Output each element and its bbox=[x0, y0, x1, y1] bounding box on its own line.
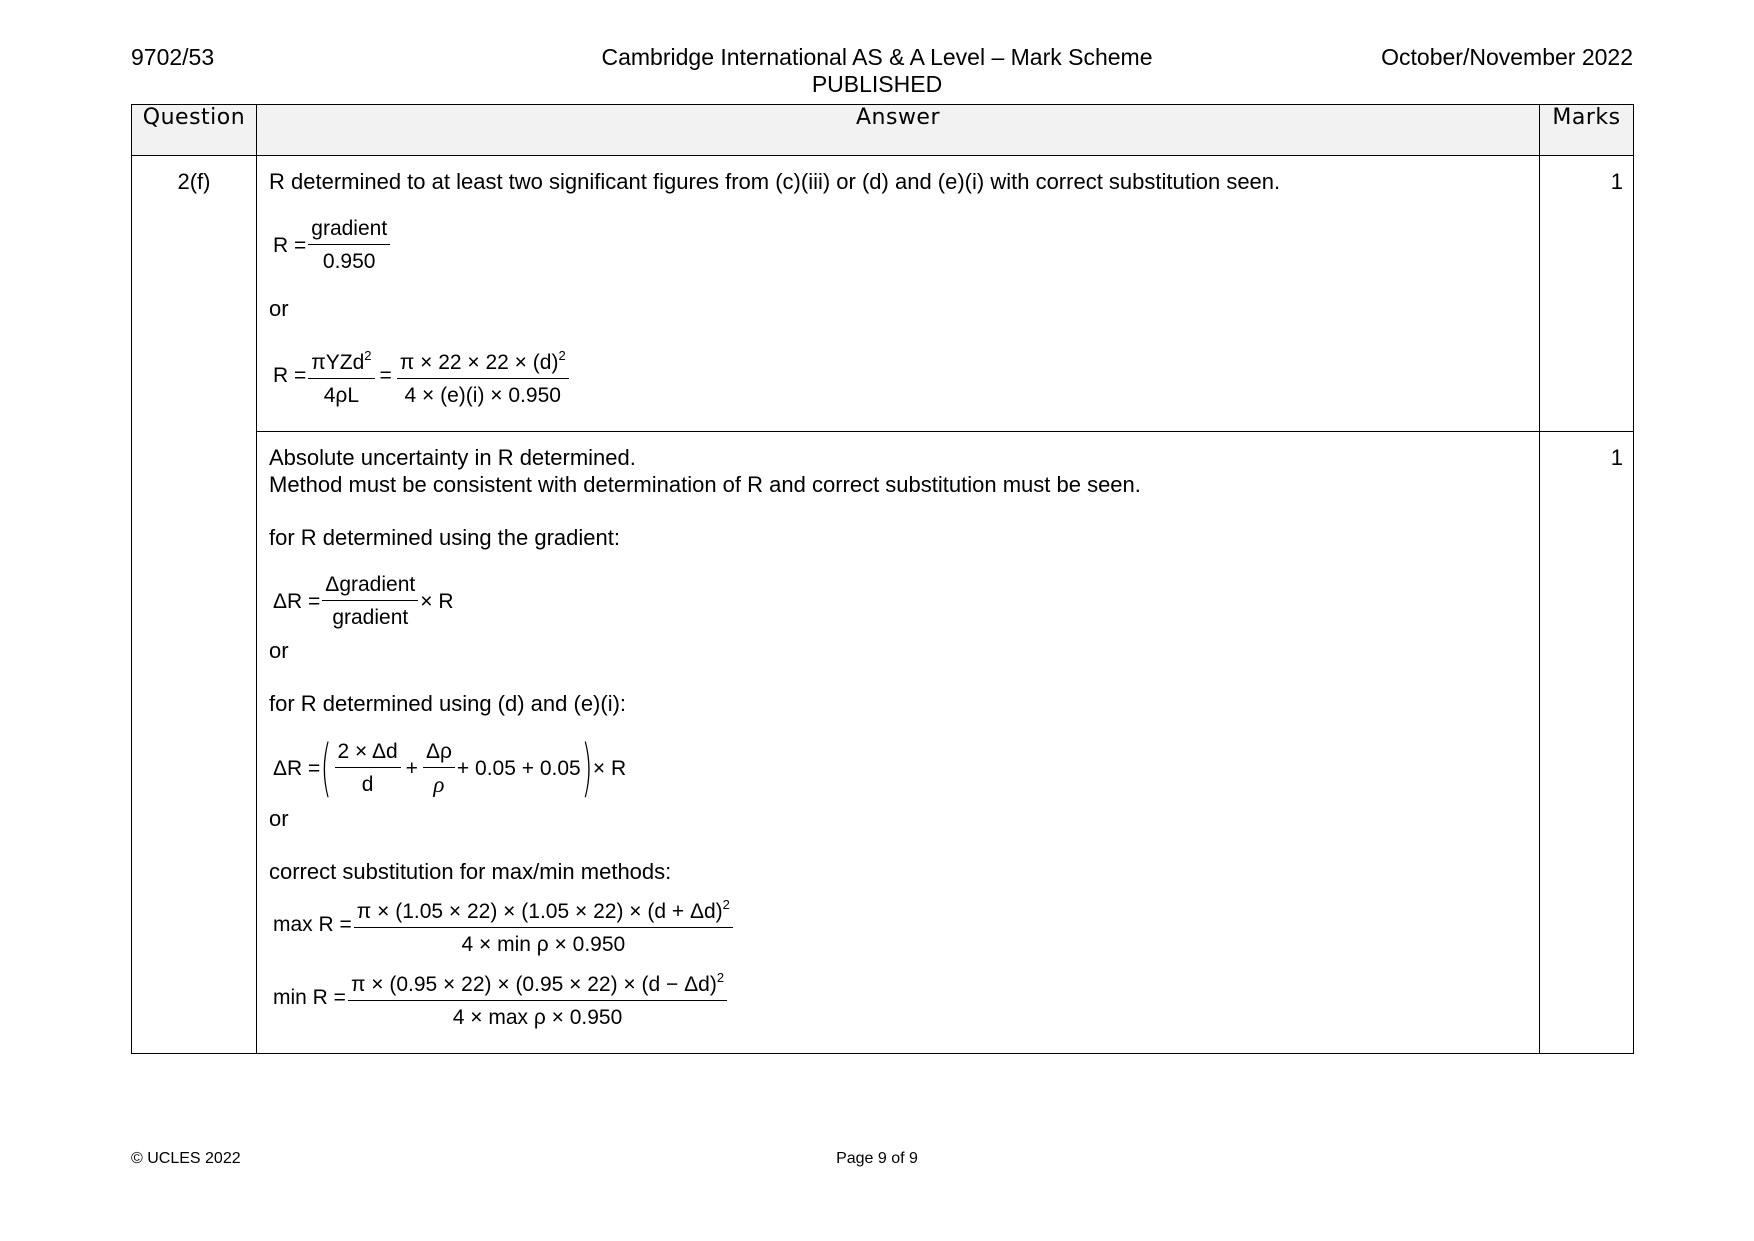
answer-text: R determined to at least two significant figures from (c)(iii) or (d) and (e)(i) with correct substitution seen. bbox=[269, 169, 1281, 194]
numerator: $\pi \times (0.95 \times 22) \times (0.95 \times 22) \times (d - \Delta d)^2$ bbox=[348, 964, 727, 1001]
equation-lhs: ΔR = bbox=[273, 756, 321, 780]
question-number: 2(f) bbox=[132, 156, 257, 1054]
equation-middle: + 0.05 + 0.05 bbox=[456, 756, 581, 780]
marks-header: Marks bbox=[1540, 105, 1634, 156]
left-bracket: ( bbox=[320, 731, 332, 804]
equation-lhs: R = bbox=[273, 233, 307, 257]
denominator: ρ bbox=[433, 772, 445, 797]
page-number: Page 9 of 9 bbox=[836, 1150, 918, 1167]
fraction bbox=[423, 738, 455, 798]
numerator: $\pi \times 22 \times 22 \times (d)^2$ bbox=[397, 342, 569, 379]
table-row bbox=[132, 432, 1634, 1054]
method-intro: for R determined using (d) and (e)(i): bbox=[269, 691, 627, 716]
answer-text: Absolute uncertainty in R determined. bbox=[269, 445, 636, 470]
equation-tail: × R bbox=[592, 756, 627, 780]
answer-cell bbox=[257, 156, 1540, 432]
denominator: 4 × min ρ × 0.950 bbox=[461, 933, 626, 956]
answer-cell bbox=[257, 432, 1540, 1054]
numerator: πYZd$^2$ bbox=[308, 342, 374, 379]
marks-value: 1 bbox=[1540, 432, 1634, 1054]
fraction bbox=[348, 964, 727, 1031]
title-line: Cambridge International AS & A Level – Mark Scheme bbox=[601, 44, 1153, 70]
or-text: or bbox=[269, 806, 289, 831]
equation-lhs: R = bbox=[273, 364, 307, 387]
numerator: Δρ bbox=[423, 738, 455, 768]
equation-delta-r-sum: ΔR = ( $\frac{2 \times \Delta d}{d}$ + $\frac{\Delta\rho}{\rho}$ + 0.05 + 0.05 ) × R bbox=[273, 731, 627, 804]
published-label: PUBLISHED bbox=[811, 71, 943, 97]
equation-r-substitution: R = $\frac{\pi YZd^2}{4\rho L}$ = $\frac{\pi \times 22 \times 22 \times (d)^2}{4 \times (e)(i) \times 0.950}$ bbox=[273, 342, 1527, 409]
table-header-row bbox=[132, 105, 1634, 156]
numerator: gradient bbox=[308, 215, 390, 245]
numerator: Δgradient bbox=[322, 571, 418, 601]
fraction bbox=[397, 342, 569, 409]
method-intro: correct substitution for max/min methods: bbox=[269, 859, 672, 884]
numerator: 2 × Δd bbox=[335, 738, 401, 768]
denominator: gradient bbox=[332, 606, 409, 629]
answer-header: Answer bbox=[257, 105, 1540, 156]
or-text: or bbox=[269, 638, 289, 663]
fraction bbox=[354, 891, 733, 958]
denominator: d bbox=[361, 773, 374, 796]
denominator: 0.950 bbox=[322, 250, 376, 273]
equation-tail: × R bbox=[420, 589, 454, 613]
denominator: 4 × max ρ × 0.950 bbox=[452, 1006, 623, 1029]
marks-value: 1 bbox=[1540, 156, 1634, 432]
equation-lhs: ΔR = bbox=[273, 589, 321, 613]
equation-r-gradient bbox=[273, 215, 1527, 275]
method-intro: for R determined using the gradient: bbox=[269, 525, 620, 550]
equation-max-r bbox=[273, 891, 1527, 958]
table-row bbox=[132, 156, 1634, 432]
equation-lhs: max R = bbox=[273, 913, 352, 936]
fraction bbox=[308, 342, 374, 409]
question-header: Question bbox=[132, 105, 257, 156]
equation-lhs: min R = bbox=[273, 986, 346, 1009]
equation-delta-r-gradient bbox=[273, 571, 1527, 631]
denominator: 4 × (e)(i) × 0.950 bbox=[404, 384, 561, 407]
copyright: © UCLES 2022 bbox=[131, 1150, 241, 1167]
exam-session: October/November 2022 bbox=[1381, 44, 1633, 70]
equation-min-r bbox=[273, 964, 1527, 1031]
right-bracket: ) bbox=[581, 731, 593, 804]
fraction bbox=[308, 215, 390, 275]
fraction bbox=[335, 738, 401, 798]
fraction bbox=[322, 571, 418, 631]
or-text: or bbox=[269, 296, 289, 321]
numerator: $\pi \times (1.05 \times 22) \times (1.05 \times 22) \times (d + \Delta d)^2$ bbox=[354, 891, 733, 928]
answer-text: Method must be consistent with determination of R and correct substitution must be seen. bbox=[269, 472, 1141, 497]
paper-code: 9702/53 bbox=[131, 44, 215, 70]
denominator: 4ρL bbox=[323, 384, 360, 407]
mark-scheme-table bbox=[131, 104, 1634, 1054]
